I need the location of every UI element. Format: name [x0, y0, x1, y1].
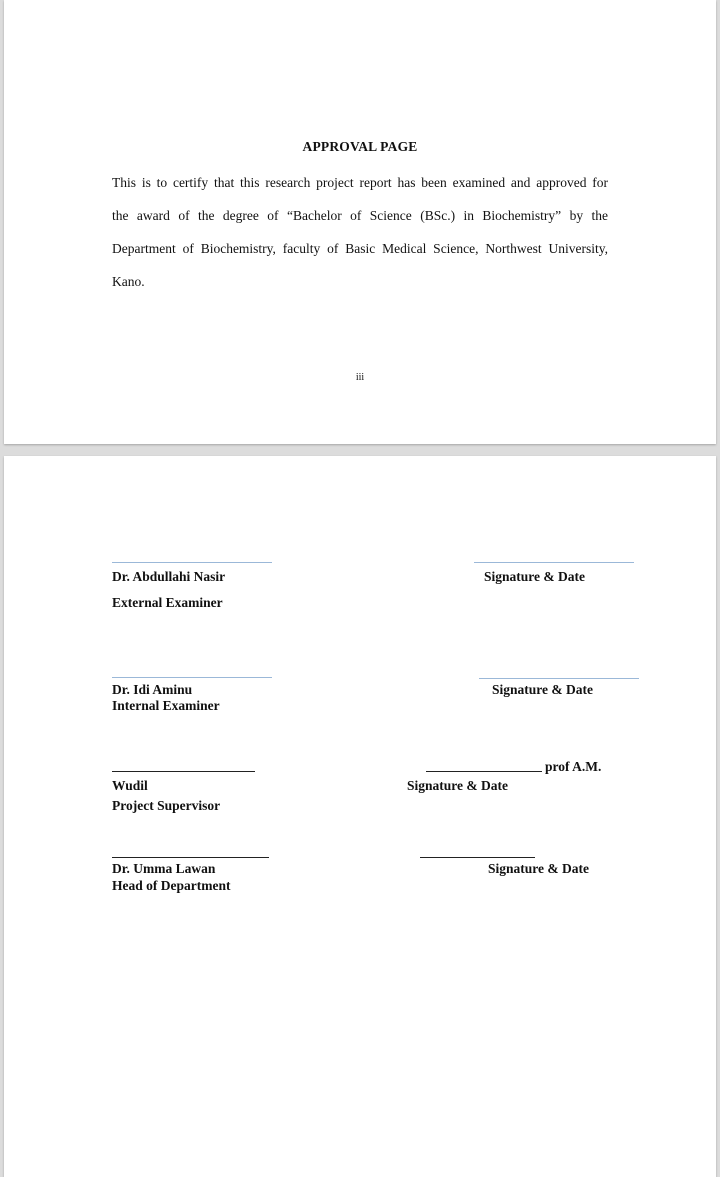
paragraph-line-2: the award of the degree of “Bachelor of Science (BSc.) in Biochemistry” by the [112, 208, 608, 223]
supervisor-role: Project Supervisor [112, 798, 221, 813]
external-examiner-name-line [112, 562, 272, 563]
supervisor-signature-label: Signature & Date [407, 778, 508, 793]
page-number: iii [355, 372, 365, 383]
external-examiner-signature-label: Signature & Date [484, 569, 585, 584]
hod-signature-line [420, 857, 535, 858]
internal-examiner-signature-label: Signature & Date [492, 682, 593, 697]
external-examiner-role: External Examiner [112, 595, 223, 610]
external-examiner-name: Dr. Abdullahi Nasir [112, 569, 226, 584]
hod-role: Head of Department [112, 878, 231, 893]
internal-examiner-name: Dr. Idi Aminu [112, 682, 193, 697]
internal-examiner-signature-line [479, 678, 639, 679]
supervisor-name-line [112, 771, 255, 772]
supervisor-name-prefix: prof A.M. [545, 759, 602, 774]
hod-name: Dr. Umma Lawan [112, 861, 216, 876]
internal-examiner-name-line [112, 677, 272, 678]
supervisor-name: Wudil [112, 778, 148, 793]
document-page-1 [4, 0, 716, 444]
page-title: APPROVAL PAGE [302, 139, 418, 154]
external-examiner-signature-line [474, 562, 634, 563]
hod-name-line [112, 857, 269, 858]
supervisor-signature-line [426, 771, 542, 772]
paragraph-line-3: Department of Biochemistry, faculty of Basic Medical Science, Northwest University, [112, 241, 608, 256]
certification-paragraph [112, 166, 608, 298]
internal-examiner-role: Internal Examiner [112, 698, 220, 713]
hod-signature-label: Signature & Date [488, 861, 589, 876]
paragraph-line-1: This is to certify that this research project report has been examined and approved for [112, 175, 608, 190]
paragraph-line-4: Kano. [112, 274, 145, 289]
document-page-2 [4, 456, 716, 1177]
